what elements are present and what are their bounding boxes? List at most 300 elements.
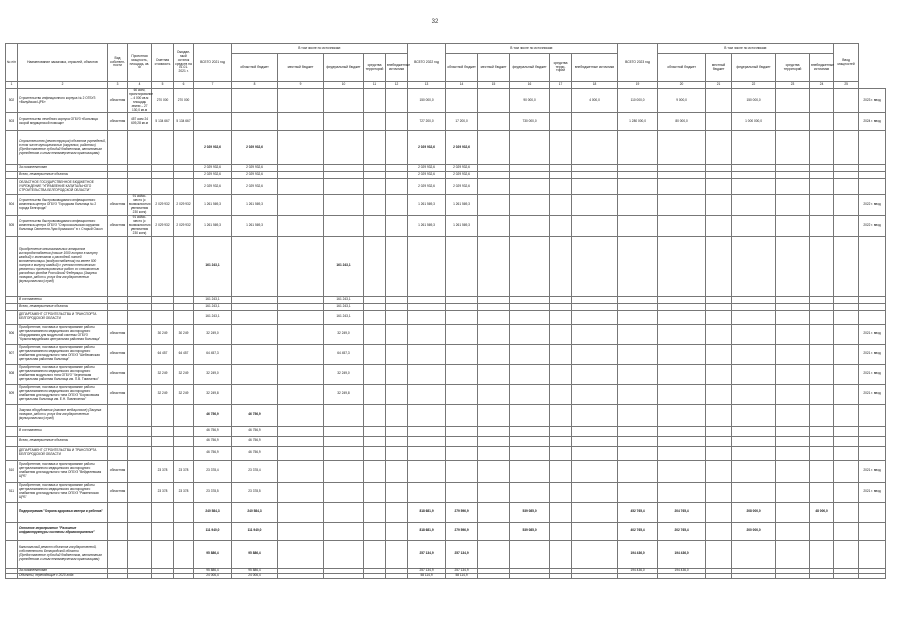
amount-cell bbox=[478, 460, 510, 482]
remaining-funds: 23 378 bbox=[174, 460, 194, 482]
amount-cell bbox=[810, 482, 834, 502]
amount-cell bbox=[732, 344, 776, 364]
table-row bbox=[6, 522, 886, 540]
src-regional-2022: областной бюджет bbox=[446, 54, 478, 82]
amount-cell: 161 243,1 bbox=[194, 310, 232, 324]
amount-cell bbox=[232, 364, 278, 384]
amount-cell bbox=[834, 113, 859, 131]
amount-cell bbox=[194, 89, 232, 113]
amount-cell bbox=[478, 324, 510, 344]
amount-cell: 23 378,4 bbox=[194, 460, 232, 482]
amount-cell bbox=[810, 236, 834, 296]
amount-cell bbox=[478, 296, 510, 303]
amount-cell bbox=[732, 404, 776, 426]
estimated-cost bbox=[152, 236, 174, 296]
capacity bbox=[128, 131, 152, 165]
col-total-2021-header: ВСЕГО 2021 год bbox=[194, 44, 232, 82]
amount-cell: 1 280 000,0 bbox=[618, 113, 658, 131]
amount-cell bbox=[446, 384, 478, 404]
capacity bbox=[128, 573, 152, 578]
commissioning-period bbox=[859, 296, 886, 303]
object-name: ДЕПАРТАМЕНТ СТРОИТЕЛЬСТВА И ТРАНСПОРТА БЕЛГОРОДСКОЙ ОБЛАСТИ bbox=[18, 310, 108, 324]
amount-cell bbox=[478, 436, 510, 446]
amount-cell bbox=[732, 131, 776, 165]
estimated-cost: 64 457 bbox=[152, 344, 174, 364]
amount-cell bbox=[658, 131, 706, 165]
amount-cell bbox=[550, 446, 572, 460]
amount-cell bbox=[364, 460, 386, 482]
estimated-cost bbox=[152, 446, 174, 460]
remaining-funds bbox=[174, 522, 194, 540]
amount-cell bbox=[834, 236, 859, 296]
commissioning-period bbox=[859, 404, 886, 426]
amount-cell bbox=[446, 344, 478, 364]
amount-cell bbox=[658, 324, 706, 344]
amount-cell bbox=[834, 482, 859, 502]
ownership-type: областная bbox=[108, 215, 128, 236]
amount-cell bbox=[810, 89, 834, 113]
remaining-funds bbox=[174, 165, 194, 172]
amount-cell: 2 029 932,6 bbox=[408, 165, 446, 172]
amount-cell bbox=[572, 436, 618, 446]
row-number bbox=[6, 446, 18, 460]
col-est-cost-header: Сметная стоимость bbox=[152, 44, 174, 82]
commissioning-period bbox=[859, 540, 886, 568]
amount-cell bbox=[408, 364, 446, 384]
amount-cell bbox=[278, 502, 324, 522]
amount-cell: 46 756,9 bbox=[232, 426, 278, 436]
amount-cell: 2 029 932,6 bbox=[232, 172, 278, 179]
table-row bbox=[6, 460, 886, 482]
amount-cell bbox=[478, 384, 510, 404]
remaining-funds bbox=[174, 296, 194, 303]
estimated-cost bbox=[152, 502, 174, 522]
amount-cell bbox=[278, 482, 324, 502]
amount-cell: 161 243,1 bbox=[324, 236, 364, 296]
amount-cell bbox=[572, 215, 618, 236]
amount-cell bbox=[834, 89, 859, 113]
amount-cell: 32 249,0 bbox=[194, 324, 232, 344]
amount-cell bbox=[478, 236, 510, 296]
amount-cell: 730 000,0 bbox=[510, 113, 550, 131]
amount-cell bbox=[732, 236, 776, 296]
amount-cell: 161 243,1 bbox=[324, 296, 364, 303]
object-name: Приобретение, поставка и проектирование работы централизованного медицинского кислородного оборудования для модульной системы ОГБУЗ "Красногвардейская центральная районная больница" bbox=[18, 324, 108, 344]
amount-cell bbox=[386, 296, 408, 303]
amount-cell bbox=[510, 195, 550, 216]
capacity bbox=[128, 502, 152, 522]
capacity: 91 койко-место (с возможностью увеличения 230 коек) bbox=[129, 214, 151, 235]
commissioning-period: 2021 г. ввод bbox=[859, 364, 886, 384]
amount-cell bbox=[776, 522, 810, 540]
remaining-funds bbox=[174, 573, 194, 578]
amount-cell bbox=[776, 404, 810, 426]
object-name: За скомплектован bbox=[18, 165, 108, 172]
row-number bbox=[6, 522, 18, 540]
amount-cell bbox=[364, 446, 386, 460]
column-number: 21 bbox=[706, 82, 732, 89]
table-row bbox=[6, 502, 886, 522]
amount-cell bbox=[364, 165, 386, 172]
row-number: 511 bbox=[6, 482, 18, 502]
amount-cell bbox=[572, 310, 618, 324]
amount-cell bbox=[834, 364, 859, 384]
src-local-2022: местный бюджет bbox=[478, 54, 510, 82]
amount-cell: 150 000,0 bbox=[732, 89, 776, 113]
amount-cell bbox=[232, 89, 278, 113]
object-name: Основное мероприятие "Развитие инфраструктуры системы здравоохранения" bbox=[18, 522, 108, 540]
amount-cell bbox=[446, 460, 478, 482]
column-number: 9 bbox=[278, 82, 324, 89]
row-number: 510 bbox=[6, 460, 18, 482]
amount-cell bbox=[810, 404, 834, 426]
amount-cell bbox=[386, 436, 408, 446]
amount-cell bbox=[834, 344, 859, 364]
estimated-cost: 32 249 bbox=[152, 364, 174, 384]
table-row bbox=[6, 303, 886, 310]
commissioning-period: 2021 г. ввод bbox=[859, 482, 886, 502]
amount-cell bbox=[732, 573, 776, 578]
capacity bbox=[128, 344, 152, 364]
ownership-type bbox=[108, 522, 128, 540]
amount-cell: 257 134,9 bbox=[408, 540, 446, 568]
amount-cell bbox=[776, 344, 810, 364]
amount-cell: 1 261 569,3 bbox=[194, 215, 232, 236]
amount-cell bbox=[324, 165, 364, 172]
amount-cell bbox=[810, 310, 834, 324]
amount-cell bbox=[194, 113, 232, 131]
amount-cell bbox=[572, 303, 618, 310]
amount-cell bbox=[572, 502, 618, 522]
row-number bbox=[6, 165, 18, 172]
remaining-funds: 30 249 bbox=[174, 324, 194, 344]
commissioning-period bbox=[859, 236, 886, 296]
amount-cell bbox=[324, 131, 364, 165]
amount-cell bbox=[478, 344, 510, 364]
capacity bbox=[128, 426, 152, 436]
table-row bbox=[6, 436, 886, 446]
amount-cell: 64 457,3 bbox=[194, 344, 232, 364]
object-name: Строительство быстровозводимого инфекционного комплекса-центра ОГБУЗ "Городская больница № 2 города Белгорода" bbox=[18, 195, 108, 216]
amount-cell bbox=[810, 303, 834, 310]
amount-cell bbox=[446, 482, 478, 502]
amount-cell bbox=[364, 540, 386, 568]
amount-cell bbox=[550, 364, 572, 384]
amount-cell bbox=[776, 310, 810, 324]
amount-cell bbox=[810, 324, 834, 344]
amount-cell bbox=[572, 364, 618, 384]
amount-cell: 24 006,4 bbox=[232, 573, 278, 578]
amount-cell bbox=[618, 364, 658, 384]
amount-cell bbox=[834, 460, 859, 482]
remaining-funds: 2 029 932 bbox=[174, 215, 194, 236]
amount-cell bbox=[658, 215, 706, 236]
amount-cell bbox=[550, 172, 572, 179]
amount-cell bbox=[324, 460, 364, 482]
amount-cell bbox=[364, 215, 386, 236]
ownership-type bbox=[108, 296, 128, 303]
amount-cell bbox=[550, 482, 572, 502]
src-territory-2022: средства терри- торий bbox=[550, 54, 572, 82]
amount-cell bbox=[278, 89, 324, 113]
amount-cell bbox=[706, 502, 732, 522]
estimated-cost bbox=[152, 540, 174, 568]
amount-cell: 90 000,0 bbox=[510, 89, 550, 113]
amount-cell bbox=[232, 303, 278, 310]
amount-cell bbox=[810, 172, 834, 179]
remaining-funds: 23 378 bbox=[174, 482, 194, 502]
column-number: 7 bbox=[194, 82, 232, 89]
column-number: 4 bbox=[128, 82, 152, 89]
object-name: Подпрограмма "Охрана здоровья матери и ребенка" bbox=[18, 502, 108, 522]
amount-cell bbox=[834, 446, 859, 460]
amount-cell bbox=[386, 384, 408, 404]
estimated-cost: 2 029 932 bbox=[152, 195, 174, 216]
amount-cell bbox=[706, 426, 732, 436]
amount-cell: 2 029 932,6 bbox=[194, 165, 232, 172]
amount-cell bbox=[324, 482, 364, 502]
amount-cell bbox=[834, 215, 859, 236]
amount-cell bbox=[408, 446, 446, 460]
amount-cell bbox=[658, 404, 706, 426]
table-row bbox=[6, 404, 886, 426]
commissioning-period bbox=[859, 426, 886, 436]
amount-cell bbox=[658, 165, 706, 172]
amount-cell bbox=[658, 296, 706, 303]
ownership-type bbox=[108, 131, 128, 165]
amount-cell bbox=[278, 460, 324, 482]
amount-cell: 818 681,9 bbox=[408, 502, 446, 522]
object-name: Строительство быстровозводимого инфекционного комплекса-центра ОГБУЗ "Старооскольская окружная больница Святителя Луки Крымского" в г. Старый Оскол bbox=[18, 215, 108, 236]
amount-cell: 200 000,0 bbox=[732, 522, 776, 540]
amount-cell bbox=[364, 436, 386, 446]
ownership-type bbox=[108, 303, 128, 310]
amount-cell bbox=[572, 384, 618, 404]
amount-cell bbox=[572, 404, 618, 426]
src-federal-2021: федеральный бюджет bbox=[324, 54, 364, 82]
amount-cell bbox=[278, 310, 324, 324]
amount-cell bbox=[706, 364, 732, 384]
amount-cell: 64 457,3 bbox=[324, 344, 364, 364]
table-row bbox=[6, 165, 886, 172]
capacity bbox=[128, 179, 152, 195]
amount-cell: 257 134,9 bbox=[446, 568, 478, 573]
amount-cell bbox=[364, 195, 386, 216]
amount-cell bbox=[510, 172, 550, 179]
amount-cell bbox=[776, 540, 810, 568]
amount-cell bbox=[386, 344, 408, 364]
col-remaining-header: Ожидае-мый остаток средств на 01.01. 2021 г. bbox=[174, 44, 194, 82]
row-number: 503 bbox=[6, 113, 18, 131]
amount-cell bbox=[364, 384, 386, 404]
amount-cell bbox=[618, 573, 658, 578]
amount-cell bbox=[510, 131, 550, 165]
ownership-type bbox=[108, 236, 128, 296]
amount-cell bbox=[572, 344, 618, 364]
sources-2022-header: В том числе по источникам: bbox=[446, 44, 618, 54]
amount-cell bbox=[278, 446, 324, 460]
amount-cell bbox=[510, 215, 550, 236]
remaining-funds bbox=[174, 540, 194, 568]
amount-cell bbox=[776, 89, 810, 113]
amount-cell bbox=[386, 310, 408, 324]
amount-cell bbox=[510, 426, 550, 436]
capacity bbox=[128, 236, 152, 296]
amount-cell bbox=[572, 172, 618, 179]
amount-cell bbox=[834, 502, 859, 522]
amount-cell: 1 261 569,3 bbox=[446, 195, 478, 216]
amount-cell bbox=[278, 404, 324, 426]
amount-cell bbox=[732, 179, 776, 195]
amount-cell bbox=[446, 89, 478, 113]
column-number: 18 bbox=[572, 82, 618, 89]
amount-cell bbox=[510, 344, 550, 364]
amount-cell bbox=[278, 195, 324, 216]
table-row bbox=[6, 195, 886, 216]
amount-cell bbox=[776, 384, 810, 404]
row-number bbox=[6, 540, 18, 568]
amount-cell bbox=[706, 215, 732, 236]
table-row bbox=[6, 172, 886, 179]
amount-cell: 452 765,4 bbox=[618, 502, 658, 522]
amount-cell bbox=[810, 131, 834, 165]
amount-cell bbox=[658, 446, 706, 460]
capacity: 457 коек 24 609,28 кв.м bbox=[128, 113, 152, 131]
amount-cell bbox=[618, 236, 658, 296]
capacity bbox=[128, 310, 152, 324]
amount-cell bbox=[706, 310, 732, 324]
col-total-2022-header: ВСЕГО 2022 год bbox=[408, 44, 446, 82]
ownership-type: областная bbox=[108, 460, 128, 482]
amount-cell bbox=[478, 195, 510, 216]
amount-cell: 150 000,0 bbox=[408, 89, 446, 113]
amount-cell bbox=[510, 436, 550, 446]
amount-cell bbox=[550, 540, 572, 568]
amount-cell bbox=[658, 384, 706, 404]
amount-cell bbox=[572, 522, 618, 540]
amount-cell: 32 249,0 bbox=[324, 324, 364, 344]
estimated-cost: 23 378 bbox=[152, 460, 174, 482]
amount-cell: 1 261 569,3 bbox=[408, 195, 446, 216]
amount-cell bbox=[446, 404, 478, 426]
amount-cell: 95 886,4 bbox=[194, 540, 232, 568]
capacity bbox=[128, 384, 152, 404]
object-name: ДЕПАРТАМЕНТ СТРОИТЕЛЬСТВА И ТРАНСПОРТА БЕЛГОРОДСКОЙ ОБЛАСТИ bbox=[18, 446, 108, 460]
amount-cell: 95 886,4 bbox=[232, 540, 278, 568]
amount-cell bbox=[618, 384, 658, 404]
amount-cell bbox=[810, 426, 834, 436]
amount-cell bbox=[618, 460, 658, 482]
amount-cell bbox=[478, 446, 510, 460]
amount-cell: 110 000,0 bbox=[618, 89, 658, 113]
row-number: 504 bbox=[6, 195, 18, 216]
amount-cell bbox=[776, 113, 810, 131]
row-number bbox=[6, 502, 18, 522]
amount-cell: 46 756,9 bbox=[194, 436, 232, 446]
amount-cell bbox=[618, 446, 658, 460]
amount-cell bbox=[386, 522, 408, 540]
amount-cell bbox=[706, 165, 732, 172]
amount-cell bbox=[658, 573, 706, 578]
amount-cell: 2 029 932,6 bbox=[408, 172, 446, 179]
amount-cell bbox=[278, 540, 324, 568]
commissioning-period: 2021 г. ввод bbox=[859, 384, 886, 404]
capacity: 60 коек, проектирование – 4 000 кв.м площадь земли – 27 130,0 кв.м bbox=[129, 88, 154, 112]
commissioning-period bbox=[859, 310, 886, 324]
amount-cell: 1 261 569,3 bbox=[408, 215, 446, 236]
amount-cell bbox=[324, 573, 364, 578]
object-name: Приобретение, поставка и проектирование работы централизованного медицинского кислородного снабжения для модульного типа ОГБУЗ "Борисовская центральная больница им. Е.Н. Павлюченко" bbox=[18, 384, 108, 404]
amount-cell bbox=[510, 165, 550, 172]
amount-cell bbox=[658, 482, 706, 502]
amount-cell: 2 029 932,6 bbox=[232, 179, 278, 195]
amount-cell bbox=[446, 446, 478, 460]
amount-cell bbox=[776, 296, 810, 303]
amount-cell bbox=[732, 215, 776, 236]
object-name: Строительство (реконструкция) объектов учреждений, в том числе муниципальных (окружных, районных) (Предоставление субсидий бюджетным, автономным учреждениям и иным некоммерческим организациям) bbox=[18, 131, 108, 165]
amount-cell: 539 085,0 bbox=[510, 522, 550, 540]
table-row bbox=[6, 446, 886, 460]
amount-cell bbox=[386, 573, 408, 578]
estimated-cost bbox=[152, 131, 174, 165]
amount-cell bbox=[510, 303, 550, 310]
amount-cell bbox=[364, 89, 386, 113]
estimated-cost bbox=[152, 436, 174, 446]
amount-cell bbox=[810, 179, 834, 195]
amount-cell bbox=[364, 172, 386, 179]
amount-cell bbox=[478, 215, 510, 236]
amount-cell bbox=[834, 303, 859, 310]
amount-cell bbox=[810, 540, 834, 568]
amount-cell: 24 006,4 bbox=[194, 573, 232, 578]
amount-cell bbox=[834, 384, 859, 404]
column-number: 19 bbox=[618, 82, 658, 89]
amount-cell: 32 249,0 bbox=[194, 364, 232, 384]
amount-cell bbox=[278, 215, 324, 236]
amount-cell bbox=[278, 303, 324, 310]
estimated-cost bbox=[152, 296, 174, 303]
amount-cell bbox=[278, 296, 324, 303]
amount-cell: 111 940,0 bbox=[194, 522, 232, 540]
amount-cell bbox=[278, 324, 324, 344]
row-number bbox=[6, 573, 18, 578]
ownership-type bbox=[108, 436, 128, 446]
estimated-cost bbox=[152, 404, 174, 426]
amount-cell: 257 134,9 bbox=[446, 540, 478, 568]
table-header bbox=[6, 44, 886, 89]
column-number: 6 bbox=[174, 82, 194, 89]
amount-cell bbox=[658, 303, 706, 310]
amount-cell bbox=[834, 296, 859, 303]
amount-cell bbox=[478, 165, 510, 172]
remaining-funds bbox=[174, 179, 194, 195]
src-federal-2022: федеральный бюджет bbox=[510, 54, 550, 82]
amount-cell bbox=[324, 179, 364, 195]
amount-cell bbox=[510, 482, 550, 502]
amount-cell bbox=[776, 179, 810, 195]
amount-cell bbox=[446, 364, 478, 384]
amount-cell bbox=[776, 195, 810, 216]
amount-cell bbox=[408, 303, 446, 310]
src-local-2021: местный бюджет bbox=[278, 54, 324, 82]
amount-cell bbox=[834, 172, 859, 179]
estimated-cost bbox=[152, 426, 174, 436]
amount-cell bbox=[810, 344, 834, 364]
amount-cell: 161 243,1 bbox=[194, 296, 232, 303]
amount-cell bbox=[478, 522, 510, 540]
ownership-type: областная bbox=[108, 89, 128, 113]
amount-cell bbox=[706, 460, 732, 482]
